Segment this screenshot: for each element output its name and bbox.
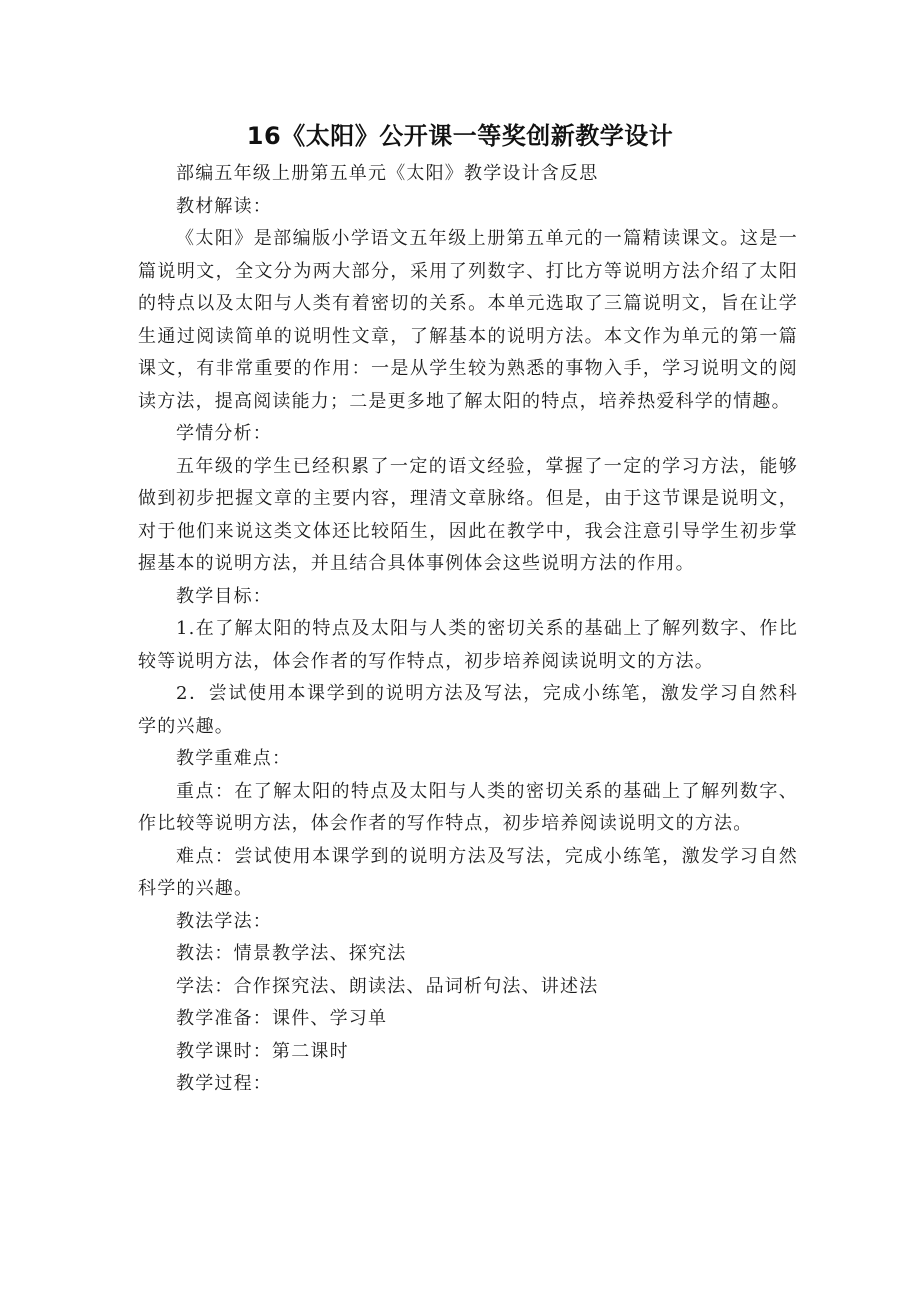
paragraph-student-analysis: 五年级的学生已经积累了一定的语文经验，掌握了一定的学习方法，能够做到初步把握文章的主要内容，理清文章脉络。但是，由于这节课是说明文，对于他们来说这类文体还比较陌生，因此在教学中，我会注意引导学生初步掌握基本的说明方法，并且结合具体事例体会这些说明方法的作用。 (138, 455, 798, 574)
document-title: 16《太阳》公开课一等奖创新教学设计 (246, 122, 674, 150)
section-heading-process: 教学过程： (176, 1073, 272, 1094)
section-heading-textbook-analysis: 教材解读： (176, 195, 272, 217)
document-body (138, 158, 798, 1101)
subtitle-line: 部编五年级上册第五单元《太阳》教学设计含反思 (176, 163, 599, 184)
paragraph-goal-2: 2．尝试使用本课学到的说明方法及写法，完成小练笔，激发学习自然科学的兴趣。 (138, 683, 798, 737)
paragraph-class-hours: 教学课时：第二课时 (176, 1040, 349, 1062)
section-heading-methods: 教法学法： (176, 910, 272, 932)
section-heading-key-points: 教学重难点： (176, 748, 292, 769)
paragraph-difficult-point: 难点：尝试使用本课学到的说明方法及写法，完成小练笔，激发学习自然科学的兴趣。 (138, 845, 798, 899)
section-heading-student-analysis: 学情分析： (176, 423, 272, 444)
paragraph-textbook-analysis: 《太阳》是部编版小学语文五年级上册第五单元的一篇精读课文。这是一篇说明文，全文分为两大部分，采用了列数字、打比方等说明方法介绍了太阳的特点以及太阳与人类有着密切的关系。本单元选取了三篇说明文，旨在让学生通过阅读简单的说明性文章，了解基本的说明方法。本文作为单元的第一篇课文，有非常重要的作用：一是从学生较为熟悉的事物入手，学习说明文的阅读方法，提高阅读能力；二是更多地了解太阳的特点，培养热爱科学的情趣。 (138, 228, 798, 412)
paragraph-teaching-method: 教法：情景教学法、探究法 (176, 943, 407, 964)
section-heading-teaching-goals: 教学目标： (176, 585, 272, 607)
paragraph-learning-method: 学法：合作探究法、朗读法、品词析句法、讲述法 (176, 975, 599, 997)
paragraph-preparation: 教学准备：课件、学习单 (176, 1008, 388, 1029)
paragraph-key-point: 重点：在了解太阳的特点及太阳与人类的密切关系的基础上了解列数字、作比较等说明方法，体会作者的写作特点，初步培养阅读说明文的方法。 (138, 780, 798, 834)
paragraph-goal-1: 1.在了解太阳的特点及太阳与人类的密切关系的基础上了解列数字、作比较等说明方法，体会作者的写作特点，初步培养阅读说明文的方法。 (138, 618, 798, 672)
